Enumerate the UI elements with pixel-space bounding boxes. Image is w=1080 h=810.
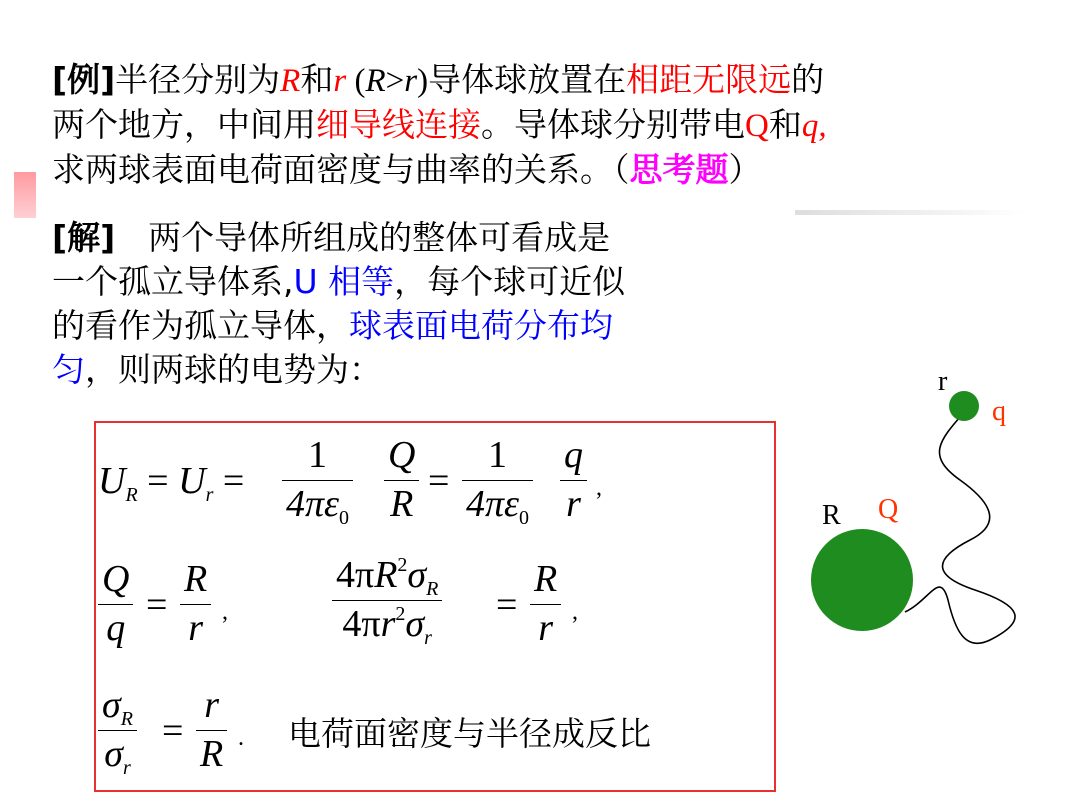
text: R xyxy=(390,483,414,525)
highlight-wire: 细导线连接 xyxy=(316,105,481,144)
eq1-comma: , xyxy=(596,475,602,501)
text: R xyxy=(426,578,439,600)
text: 2 xyxy=(397,554,408,576)
text: 和 xyxy=(768,105,802,144)
text: r xyxy=(188,607,203,649)
text: r xyxy=(538,607,553,649)
text: σ xyxy=(405,603,425,645)
big-sphere xyxy=(811,529,913,631)
text: 两个导体所组成的整体可看成是 xyxy=(115,218,611,257)
text: 4π xyxy=(336,554,375,596)
eq3-dot: . xyxy=(238,725,244,751)
var-R: R xyxy=(280,63,301,99)
text: r xyxy=(424,627,432,649)
conclusion-note: 电荷面密度与半径成反比 xyxy=(288,714,651,753)
text: 1 xyxy=(308,434,327,476)
var-q: q, xyxy=(801,108,827,144)
text: 的看作为孤立导体， xyxy=(52,306,349,345)
text: R xyxy=(200,733,224,775)
text: 。导体球分别带电 xyxy=(481,105,745,144)
text: R xyxy=(184,558,208,600)
text: Q xyxy=(102,558,130,600)
highlight-far: 相距无限远 xyxy=(626,60,792,99)
text: ） xyxy=(728,150,762,189)
text: ，每个球可近似 xyxy=(394,262,626,301)
text: 2 xyxy=(395,603,406,625)
highlight-uniform-2: 匀 xyxy=(52,350,85,389)
text: R xyxy=(120,708,133,730)
text: r xyxy=(122,757,131,779)
var-r: r xyxy=(333,63,347,99)
highlight-think: 思考题 xyxy=(629,150,729,189)
solution-tag: [解] xyxy=(52,218,116,257)
text: ( xyxy=(346,63,366,99)
text: 0 xyxy=(519,507,530,529)
text: q xyxy=(564,434,583,476)
text: 的 xyxy=(791,60,825,99)
example-tag: [例] xyxy=(52,60,116,99)
highlight-uniform: 球表面电荷分布均 xyxy=(349,306,613,345)
text: > xyxy=(385,63,405,99)
text: 和 xyxy=(300,60,334,99)
text: r xyxy=(204,684,219,726)
text: = xyxy=(222,460,245,502)
big-charge-label: Q xyxy=(878,494,899,525)
text: U xyxy=(98,460,126,502)
text: 1 xyxy=(488,434,507,476)
connecting-wire xyxy=(905,410,1015,643)
eq2-comma-b: , xyxy=(572,599,578,625)
text: r xyxy=(566,483,581,525)
text: R xyxy=(534,558,558,600)
small-radius-label: r xyxy=(938,366,948,397)
text: r xyxy=(380,603,396,645)
text: Q xyxy=(388,434,416,476)
big-radius-label: R xyxy=(822,500,841,531)
text: r xyxy=(404,63,418,99)
text: 4πε xyxy=(466,483,520,525)
text: 导体球放置在 xyxy=(428,60,627,99)
text: ) xyxy=(417,63,429,99)
text: 一个孤立导体系, xyxy=(52,262,294,301)
text: 求两球表面电荷面密度与曲率的关系。（ xyxy=(52,150,630,189)
eq2-equals-b: = xyxy=(496,584,518,626)
text: 4πε xyxy=(286,483,340,525)
eq3-equals: = xyxy=(162,710,184,752)
text: 半径分别为 xyxy=(115,60,281,99)
highlight-u-equal: U 相等 xyxy=(293,262,395,301)
text: σ xyxy=(407,554,427,596)
text: R xyxy=(374,554,398,596)
small-sphere xyxy=(949,391,979,421)
text: r xyxy=(205,484,214,506)
eq1-equals: = xyxy=(428,460,450,502)
text: 0 xyxy=(339,507,350,529)
text: ，则两球的电势为： xyxy=(85,350,382,389)
eq2-comma-a: , xyxy=(222,599,228,625)
text: σ xyxy=(102,684,121,726)
text: σ xyxy=(104,733,123,775)
text: 4π xyxy=(342,603,381,645)
text: = xyxy=(147,460,169,502)
eq2-equals-a: = xyxy=(146,584,168,626)
text: R xyxy=(125,484,138,506)
text: U xyxy=(178,460,206,502)
var-Q: Q xyxy=(745,108,769,144)
small-charge-label: q xyxy=(992,396,1006,427)
text: 两个地方，中间用 xyxy=(52,105,316,144)
text: q xyxy=(106,607,126,649)
text: R xyxy=(365,63,386,99)
